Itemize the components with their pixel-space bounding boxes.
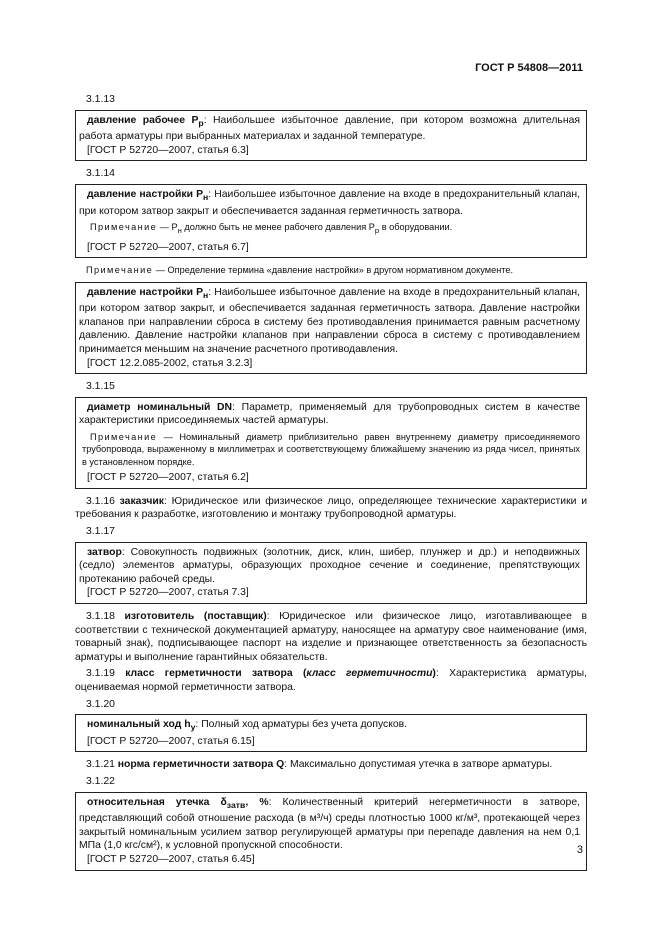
clause-manufacturer: 3.1.18 изготовитель (поставщик): Юридическое или физическое лицо, изготавливающее в соответствии с технической документацией арматуру, наносящее на арматуру свое наименование (имя, товарный знак), подписывающее паспорт на изделие и признающее ответственность за безопасность арматуры и выполнение гарантийных обязательств. xyxy=(75,610,587,663)
clause-number: 3.1.20 xyxy=(86,698,115,710)
term-box-nominal-diameter xyxy=(75,397,587,489)
document-header: ГОСТ Р 54808—2011 xyxy=(475,62,583,74)
term: изготовитель (поставщик) xyxy=(124,610,267,622)
term-box-working-pressure xyxy=(75,110,587,162)
term-definition: давление настройки $P_н$: Наибольшее избыточное давление на входе в предохранительный клапан, при котором затвор закрыт, и обеспечивается заданная герметичность затвора. Давление настройки клапанов при направлении сброса в систему без противодавления принимается равным расчетному давлению. Давление настройки клапанов при направлении сброса в систему с противодавлением принимается меньшим на значение расчетного противодавления. xyxy=(79,286,580,355)
clause-number: 3.1.22 xyxy=(86,775,115,787)
term: норма герметичности затвора Q xyxy=(117,759,285,771)
term-definition: диаметр номинальный DN: Параметр, применяемый для трубопроводных систем в качестве характеристики присоединяемых частей арматуры. xyxy=(79,401,581,427)
clause-number: 3.1.14 xyxy=(86,168,115,180)
term: давление настройки $P_н$ xyxy=(87,286,209,300)
term-definition: затвор: Совокупность подвижных (золотник, диск, клин, шибер, плунжер и др.) и неподвижных (седло) элементов арматуры, образующих проходное сечение и соединение, препятствующих протеканию рабочей среды. xyxy=(79,546,580,585)
clause-customer: 3.1.16 заказчик: Юридическое или физическое лицо, определяющее технические характеристики и требования к разработке, изготовлению и монтажу трубопроводной арматуры. xyxy=(75,495,588,521)
term-reference: [ГОСТ Р 52720—2007, статья 6.7] xyxy=(87,241,249,253)
term: класс герметичности затвора (класс герметичности) xyxy=(125,668,436,680)
terms-content xyxy=(75,93,587,877)
clause-tightness-class: 3.1.19 класс герметичности затвора (класс герметичности): Характеристика арматуры, оцениваемая нормой герметичности затвора. xyxy=(75,668,587,693)
term-note: Примечание — Номинальный диаметр приблизительно равен внутреннему диаметру присоединяемого трубопровода, выраженному в миллиметрах и соответствующему ближайшему значению из ряда чисел, принятых в установленном порядке. xyxy=(82,431,580,467)
clause-number: 3.1.15 xyxy=(86,381,115,393)
term-reference: [ГОСТ 12.2.085-2002, статья 3.2.3] xyxy=(87,357,253,369)
term-definition: давление рабочее $P_р$: Наибольшее избыточное давление, при котором возможна длительная работа арматуры при выбранных материалах и заданной температуре. xyxy=(79,114,580,143)
term: давление настройки $P_н$ xyxy=(87,189,209,203)
term: относительная утечка $\delta_{затв}$, % xyxy=(87,796,269,810)
term-note: Примечание — $P_н$ должно быть не менее рабочего давления $P_р$ в оборудовании. xyxy=(90,222,453,236)
term-box-closure xyxy=(75,542,587,604)
clause-leakage-rate: 3.1.21 норма герметичности затвора Q: Максимально допустимая утечка в затворе арматуры. xyxy=(86,759,553,771)
term-box-nominal-stroke xyxy=(75,714,587,752)
term: заказчик xyxy=(119,495,164,507)
term-reference: [ГОСТ Р 52720—2007, статья 6.15] xyxy=(87,735,255,747)
term-box-set-pressure xyxy=(75,184,587,258)
term-box-relative-leakage xyxy=(75,792,587,871)
term-reference: [ГОСТ Р 52720—2007, статья 6.3] xyxy=(87,144,249,156)
page-number: 3 xyxy=(576,844,583,856)
term-definition: давление настройки $P_н$: Наибольшее избыточное давление на входе в предохранительный клапан, при котором затвор закрыт и обеспечивается заданная герметичность затвора. xyxy=(79,189,580,217)
term-definition: номинальный ход $h_у$: Полный ход арматуры без учета допусков. xyxy=(87,719,408,733)
term: затвор xyxy=(87,546,122,558)
term: номинальный ход $h_у$ xyxy=(87,719,196,733)
clause-number: 3.1.13 xyxy=(86,94,115,105)
term-reference: [ГОСТ Р 52720—2007, статья 6.45] xyxy=(87,854,255,865)
term-box-set-pressure-alt xyxy=(75,282,587,375)
term: диаметр номинальный DN xyxy=(87,401,233,413)
term-reference: [ГОСТ Р 52720—2007, статья 6.2] xyxy=(87,472,249,484)
term: давление рабочее $P_р$ xyxy=(87,114,204,128)
term-definition: относительная утечка $\delta_{затв}$, %: Количественный критерий негерметичности в затворе, представляющий собой отношение расхода (в м³/ч) среды плотностью 1000 кг/м³, протекающей через закрытый номинальным усилием затвор регулирующей арматуры при перепаде давления на нем 0,1 МПа (1,0 кгс/см²), к условной пропускной способности. xyxy=(79,796,580,852)
term-reference: [ГОСТ Р 52720—2007, статья 7.3] xyxy=(87,587,249,599)
standalone-note: Примечание — Определение термина «давление настройки» в другом нормативном документе. xyxy=(86,265,514,276)
clause-number: 3.1.17 xyxy=(86,525,115,537)
